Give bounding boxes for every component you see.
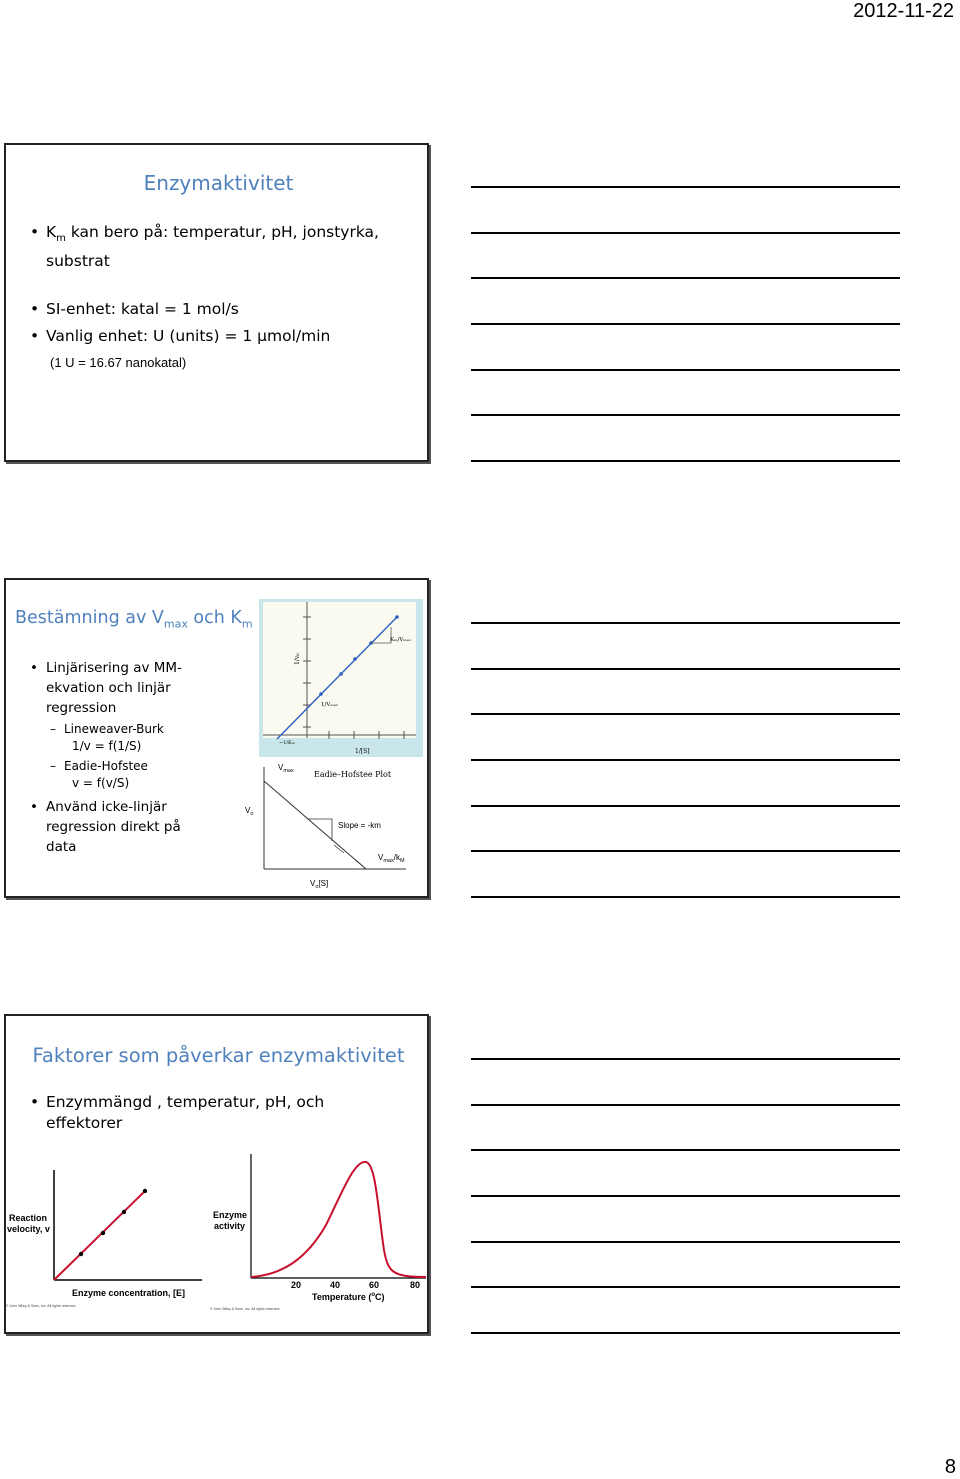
bullet-text: Vanlig enhet: U (units) = 1 µmol/min xyxy=(46,327,331,345)
dash: – xyxy=(50,759,56,773)
bullet-dot: • xyxy=(30,300,40,318)
note-line xyxy=(471,369,900,371)
right-y-label-line2: activity xyxy=(214,1221,246,1231)
data-point xyxy=(122,1210,126,1214)
page-date: 2012-11-22 xyxy=(853,0,954,22)
bullet-text: regression xyxy=(46,700,117,716)
chart-temperature xyxy=(206,1150,431,1314)
note-line xyxy=(471,805,900,807)
bullet-text: data xyxy=(46,839,77,855)
note-line xyxy=(471,277,900,279)
temp-tick-label: 40 xyxy=(330,1280,341,1290)
sub-bullet-eadie xyxy=(50,758,148,792)
note-line xyxy=(471,414,900,416)
left-copyright: © John Wiley & Sons, Inc. All rights reserved. xyxy=(6,1304,77,1308)
bullet-text: kan bero på: temperatur, pH, jonstyrka, xyxy=(65,223,379,241)
bullet-text: regression direkt på xyxy=(46,819,181,835)
lb-slope-label: Kₘ/Vₘₐₓ xyxy=(390,637,412,643)
note-line xyxy=(471,1104,900,1106)
bullet-text-line2: substrat xyxy=(46,252,110,271)
eh-x-intercept-label: $V_{max}/k_M$ xyxy=(378,853,405,864)
chart-enzyme-concentration xyxy=(6,1162,206,1312)
note-line xyxy=(471,232,900,234)
slide-enzymaktivitet xyxy=(4,143,429,462)
note-line xyxy=(471,460,900,462)
bullet-linearization xyxy=(30,658,182,718)
note-line xyxy=(471,759,900,761)
bullet-dot: • xyxy=(30,660,38,676)
bullet-text: Lineweaver-Burk xyxy=(64,722,164,736)
title-part: och K xyxy=(187,608,242,628)
lb-x-label: 1/[S] xyxy=(355,748,370,755)
bullet-text: Eadie-Hofstee xyxy=(64,759,148,773)
lb-intercept-x: −1/Kₘ xyxy=(279,740,295,746)
dash: – xyxy=(50,722,56,736)
bullet-dot: • xyxy=(30,223,40,241)
slide-title: Faktorer som påverkar enzymaktivitet xyxy=(32,1044,405,1067)
bullet-text: Linjärisering av MM- xyxy=(46,660,182,676)
note-line xyxy=(471,622,900,624)
left-y-label-line2: velocity, v xyxy=(7,1224,50,1234)
data-point xyxy=(101,1231,105,1235)
data-point xyxy=(143,1189,147,1193)
slide-title: Enzymaktivitet xyxy=(143,171,294,195)
eh-slope-label: Slope = -km xyxy=(338,821,381,830)
data-point xyxy=(79,1252,83,1256)
bullet-km xyxy=(30,221,379,272)
slide-bestamning xyxy=(4,578,429,898)
note-line xyxy=(471,1241,900,1243)
bullet-nonlinear xyxy=(30,797,181,857)
slide-title xyxy=(15,608,253,631)
bullet-dot: • xyxy=(30,327,40,345)
note-line xyxy=(471,1286,900,1288)
km-symbol: K xyxy=(46,223,57,241)
temp-tick-label: 80 xyxy=(410,1280,421,1290)
temp-tick-label: 20 xyxy=(291,1280,302,1290)
note-line xyxy=(471,713,900,715)
bullet-common-unit xyxy=(30,327,331,345)
eadie-hofstee-plot xyxy=(238,759,418,893)
title-part: Bestämning av V xyxy=(15,608,164,628)
bullet-text: 1/v = f(1/S) xyxy=(72,739,142,753)
sub-bullet-lineweaver xyxy=(50,721,164,755)
right-x-label: Temperature ($^o$C) xyxy=(312,1292,385,1302)
left-y-label-line1: Reaction xyxy=(9,1213,48,1223)
lineweaver-burk-plot xyxy=(259,599,423,757)
lb-intercept-y: 1/Vₘₐₓ xyxy=(321,702,339,708)
slide-faktorer xyxy=(4,1014,429,1334)
bullet-dot: • xyxy=(30,1093,40,1111)
note-line xyxy=(471,186,900,188)
bullet-text: Använd icke-linjär xyxy=(46,799,167,815)
lb-y-label: 1/v₀ xyxy=(294,653,301,665)
note-line xyxy=(471,1332,900,1334)
note-line xyxy=(471,1195,900,1197)
note-line xyxy=(471,323,900,325)
eh-title: Eadie–Hofstee Plot xyxy=(314,770,392,779)
bullet-factors xyxy=(30,1092,325,1134)
page-number: 8 xyxy=(944,1456,956,1478)
bullet-text: Enzymmängd , temperatur, pH, och xyxy=(46,1093,325,1111)
bullet-text: v = f(v/S) xyxy=(72,776,130,790)
unit-note: (1 U = 16.67 nanokatal) xyxy=(50,355,187,370)
note-line xyxy=(471,1149,900,1151)
left-x-label: Enzyme concentration, [E] xyxy=(72,1288,186,1298)
note-line xyxy=(471,850,900,852)
title-sub: m xyxy=(241,617,253,631)
right-copyright: © John Wiley & Sons, Inc. All rights reserved. xyxy=(210,1307,281,1311)
note-line xyxy=(471,896,900,898)
eh-x-axis-label: $V_o[S]$ xyxy=(310,879,329,890)
bullet-text: SI-enhet: katal = 1 mol/s xyxy=(46,300,239,318)
bullet-text: ekvation och linjär xyxy=(46,680,171,696)
note-line xyxy=(471,668,900,670)
title-sub: max xyxy=(163,617,188,631)
bullet-dot: • xyxy=(30,799,38,815)
temp-tick-label: 60 xyxy=(369,1280,380,1290)
note-line xyxy=(471,1058,900,1060)
right-y-label-line1: Enzyme xyxy=(213,1210,248,1220)
eh-y-axis-label: $V_o$ xyxy=(245,806,254,817)
bullet-si-unit xyxy=(30,300,239,318)
bullet-text: effektorer xyxy=(46,1114,123,1132)
eh-vmax-label: $V_{max}$ xyxy=(278,763,294,774)
km-subscript: m xyxy=(56,233,66,245)
